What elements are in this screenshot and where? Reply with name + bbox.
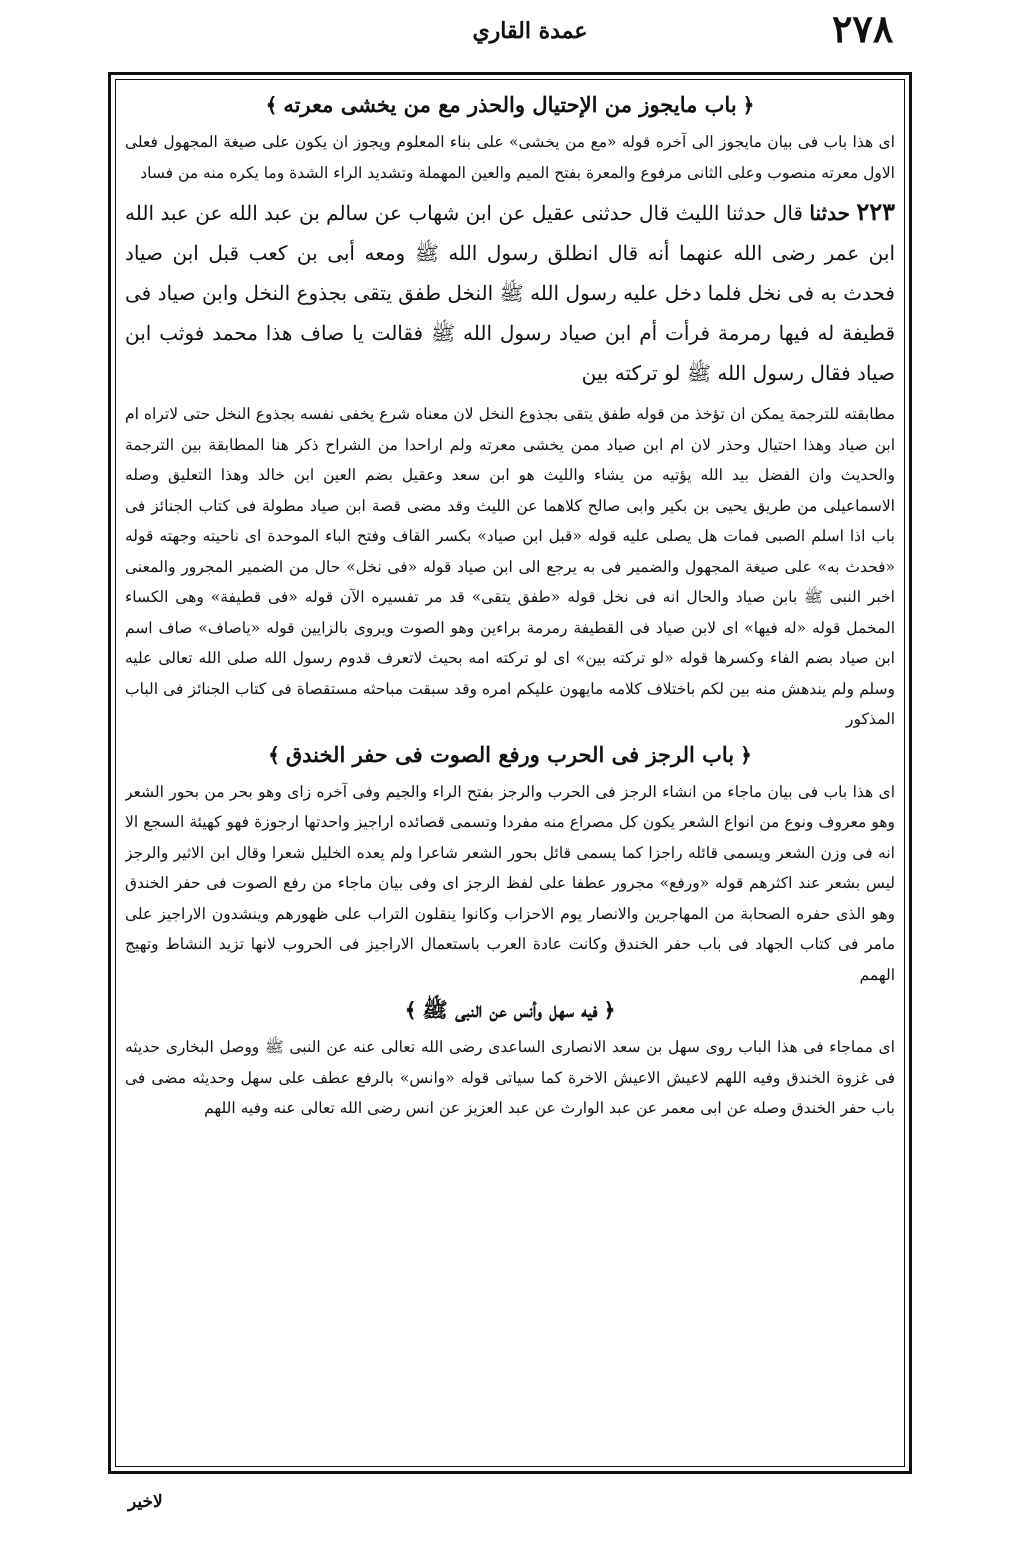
page-frame <box>108 72 912 1474</box>
heading-ornament-open: ﴿ <box>740 742 752 767</box>
commentary-2: اى هذا باب فى بيان ماجاء من انشاء الرجز فى الحرب والرجز بفتح الراء والجيم وفى آخره زاى وهو بحر من بحور الشعر وهو معروف ونوع من انواع الشعر يكون كل مصراع منه مفردا وتسمى قصائده اراجيز واحدتها ارجوزة فهو كهيئة السجع الا انه فى وزن الشعر ويسمى قائله راجزا كما يسمى قائل بحور الشعر شاعرا ولم يعده الخليل شعرا وقال ابن الاثير والرجز ليس بشعر عند اكثرهم قوله «ورفع» مجرور عطفا على لفظ الرجز اى وفى بيان ماجاء من رفع الصوت فى حفر الخندق وهو الذى حفره الصحابة من المهاجرين والانصار يوم الاحزاب وكانوا ينقلون التراب على ظهورهم وينشدون الاراجيز على مامر فى كتاب الجهاد فى باب حفر الخندق وكانت عادة العرب باستعمال الاراجيز فى الحروب لانها تزيد النشاط وتهيج الهمم <box>125 782 895 984</box>
chapter-heading-3-text: فيه سهل وأنس عن النبى ﷺ <box>422 997 598 1022</box>
catchword: لاخير <box>128 1492 163 1512</box>
commentary-3: اى مماجاء فى هذا الباب روى سهل بن سعد الانصارى الساعدى رضى الله تعالى عنه عن النبى ﷺ ووصل البخارى حديثه فى غزوة الخندق وفيه اللهم لاعيش الاعيش الاخرة كما سياتى قوله «وانس» بالرفع عطف على سهل وحديثه مضى فى باب حفر الخندق وصله عن ابى معمر عن عبد الوارث عن عبد العزيز عن انس رضى الله تعالى عنه وفيه اللهم <box>125 1038 895 1117</box>
chapter-heading-1-text: باب مايجوز من الإحتيال والحذر مع من يخشى معرته <box>283 92 737 117</box>
heading-ornament-open: ﴿ <box>742 93 755 117</box>
commentary-explanation: مطابقته للترجمة يمكن ان تؤخذ من قوله طفق يتقى بجذوع النخل لان معناه شرع يخفى نفسه بجذوع النخل حتى لاتراه ام ابن صياد وهذا احتيال وحذر لان ام ابن صياد ممن يخشى معرته ولم اراحدا من الشراح ذكر هنا المطابقة بين الترجمة والحديث وان الفضل بيد الله يؤتيه من يشاء والليث هو ابن سعد وعقيل بضم العين ابن خالد وهذا التعليق وصله الاسماعيلى من طريق يحيى بن بكير وابى صالح كلاهما عن الليث وقد مضى قصة ابن صياد مطولة فى كتاب الجنائز فى باب اذا اسلم الصبى فمات هل يصلى عليه قوله «قبل ابن صياد» بكسر القاف وفتح الباء الموحدة اى ناحيته وجهته قوله «فحدث به» على صيغة المجهول والضمير فى به يرجع الى ابن صياد قوله «فى نخل» حال من الضمير المجرور والمعنى اخبر النبى ﷺ بابن صياد والحال انه فى نخل قوله «طفق يتقى» قد مر تفسيره الآن قوله «فى قطيفة» وهى الكساء المخمل قوله «له فيها» اى لابن صياد فى القطيفة رمرمة براءين وهو الصوت ويروى بالزايين قوله «ياصاف» صاف اسم ابن صياد بضم الفاء وكسرها قوله «لو تركته بين» اى لو تركته امه بحيث لاتعرف قدوم رسول الله صلى الله تعالى عليه وسلم ولم يندهش منه بين لكم باختلاف كلامه مايهون عليكم امره وقد سبقت مباحثه مستقصاة فى كتاب الجنائز فى الباب المذكور <box>125 405 895 728</box>
hadith-block <box>125 192 895 393</box>
page-number: ٢٧٨ <box>832 6 894 51</box>
hadith-text: قال حدثنا الليث قال حدثنى عقيل عن ابن شهاب عن سالم بن عبد الله عن عبد الله ابن عمر رضى الله عنهما أنه قال انطلق رسول الله ﷺ ومعه أبى بن كعب قبل ابن صياد فحدث به فى نخل فلما دخل عليه رسول الله ﷺ النخل طفق يتقى بجذوع النخل وابن صياد فى قطيفة له فيها رمرمة فرأت أم ابن صياد رسول الله ﷺ فقالت يا صاف هذا محمد فوثب ابن صياد فقال رسول الله ﷺ لو تركته بين <box>125 201 895 385</box>
chapter-heading-2 <box>125 739 895 771</box>
commentary-1: اى هذا باب فى بيان مايجوز الى آخره قوله «مع من يخشى» على بناء المعلوم ويجوز ان يكون على صيغة المجهول فعلى الاول معرته منصوب وعلى الثانى مرفوع والمعرة بفتح الميم والعين المهملة وتشديد الراء الشدة وما يكره منه من فساد <box>125 133 895 182</box>
heading-ornament-close: ﴾ <box>268 742 280 767</box>
running-head: عمدة القاري <box>472 18 588 44</box>
chapter-heading-2-text: باب الرجز فى الحرب ورفع الصوت فى حفر الخندق <box>285 741 735 767</box>
hadith-number: ٢٢٣ <box>856 197 895 226</box>
chapter-heading-3 <box>125 994 895 1026</box>
heading-ornament-close: ﴾ <box>404 998 417 1022</box>
heading-ornament-open: ﴿ <box>603 998 616 1022</box>
hadith-chain-word: حدثنا <box>809 201 850 225</box>
heading-ornament-close: ﴾ <box>265 93 278 117</box>
page-content <box>125 85 895 1461</box>
chapter-heading-1 <box>125 89 895 121</box>
